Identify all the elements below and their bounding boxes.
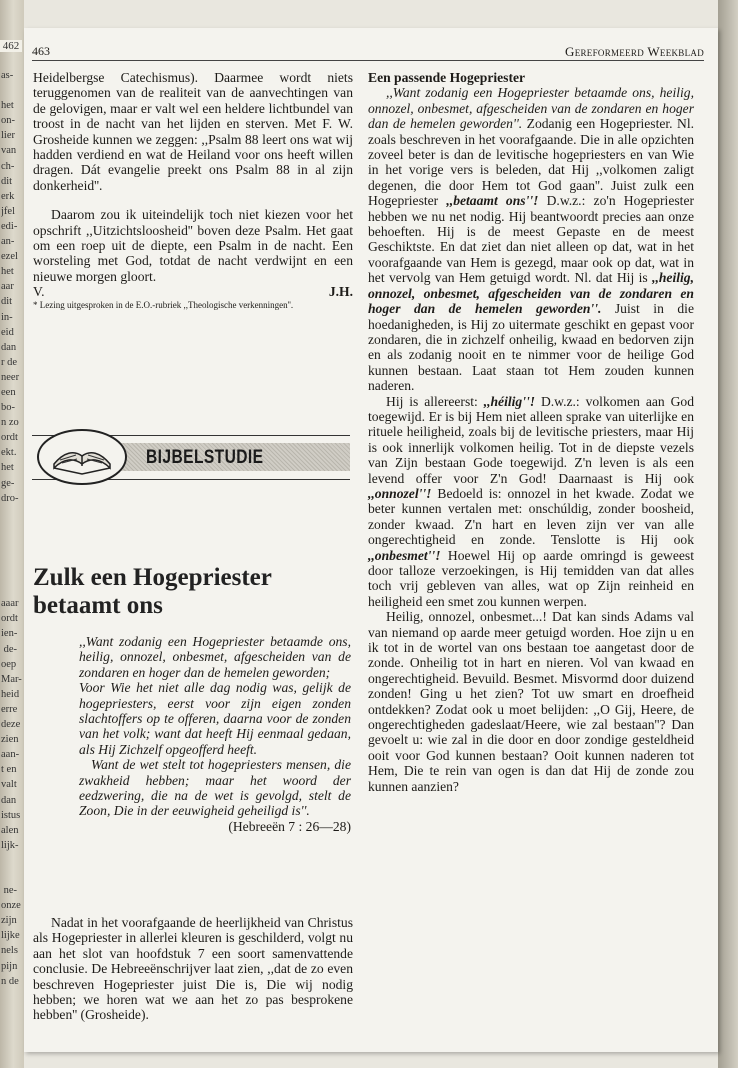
author-initials: J.H. <box>328 284 353 300</box>
paragraph: Nadat in het voorafgaande de heerlijkheid van Christus als Hogepriester in allerlei kleuren is geschilderd, volgt nu aan het slot van hoofdstuk 7 een soort samenvattende conclusie. De Hebreeënschrijver laat zien, ,,dat de zo even beschreven Hogepriester juist Die is, Die wij nodig hebben; we horen wat we aan het zo pas besprokene hebben'' (Grosheide). <box>33 915 353 1023</box>
quote-paragraph: Want de wet stelt tot hogepriesters mensen, die zwakheid hebben; maar het woord der eedzwering, die na de wet is gevolgd, stelt de Zoon, Die in der eeuwigheid geheiligd is''. <box>79 757 351 819</box>
binding-spine <box>0 0 24 1068</box>
section-banner <box>32 428 350 486</box>
signature-left: V. <box>33 284 45 300</box>
paragraph: Daarom zou ik uiteindelijk toch niet kiezen voor het opschrift ,,Uitzichtsloosheid'' boven deze Psalm. Het gaat om een roep uit de diepte, een Psalm in de nacht. Een worsteling met God, totdat de nacht verdwijnt en een nieuwe morgen gloort. <box>33 207 353 284</box>
page-edge <box>718 0 738 1068</box>
footnote: * Lezing uitgesproken in de E.O.-rubriek ,,Theologische verkenningen''. <box>33 299 294 310</box>
journal-title: Gereformeerd Weekblad <box>565 44 704 59</box>
page-header <box>32 42 704 61</box>
quote-paragraph: Voor Wie het niet alle dag nodig was, gelijk de hogepriesters, eerst voor zijn eigen zonden slachtoffers op te offeren, daarna voor de zonden van het volk; want dat heeft Hij eenmaal gedaan, als Hij Zichzelf opgeofferd heeft. <box>79 680 351 757</box>
signature-line <box>33 284 353 299</box>
paragraph: Hij is allereerst: ,,héilig''! D.w.z.: volkomen aan God toegewijd. Er is bij Hem niet alleen sprake van uiterlijke en rituele heiligheid, zoals bij de levitische priesters, maar Hij is ook innerlijk volkomen heilig. Tot in de diepste vezels van Zijn bestaan Gode toegewijd. Z'n leven is als een levend offer voor Z'n God! Daarnaast is Hij ook ,,onnozel''! Bedoeld is: onnozel in het kwade. Zodat we beter kunnen vertalen met: onschúldig, zonder boosheid, zonder kwaad. Z'n hart en leven zijn ver van alle ongerechtigheid en zonde. Tenslotte is Hij ook ,,onbesmet''! Hoewel Hij op aarde omringd is geweest door talloze verzoekingen, is Hij temidden van dat alles toch vrij gebleven van alles, wat op Zijn reinheid en heiligheid een smet zou kunnen werpen. <box>368 393 695 609</box>
previous-page-number: 462 <box>0 40 22 52</box>
article-title: Zulk een Hogepriester betaamt ons <box>33 564 272 619</box>
article-intro <box>33 915 353 1023</box>
quote-paragraph: ,,Want zodanig een Hogepriester betaamde ons, heilig, onnozel, onbesmet, afgescheiden van de zondaren en hoger dan de hemelen geworden; <box>79 634 351 680</box>
open-book-icon <box>34 428 130 486</box>
left-column-top <box>33 70 353 311</box>
subheading: Een passende Hogepriester <box>368 70 526 85</box>
section-label: BIJBELSTUDIE <box>146 447 264 468</box>
magazine-page <box>24 28 718 1052</box>
paragraph: Heilig, onnozel, onbesmet...! Dat kan sinds Adams val van niemand op aarde meer getuigd worden. Hoe zijn u en ik tot in de wortel van ons bestaan toe aangetast door de zonde. Onheilig tot in hart en nieren. Vol van kwaad en ongerechtigheid. Bevuild. Besmet. Misvormd door duizend zonden! Ging u het zien? Tot uw smart en droefheid ontdekken? Zodat ook u moet belijden: ,,O Gij, Heere, de ongerechtigheden gadeslaat/Heere, wie zal bestaan''? Dan gevoelt u: wie zal in die door en door zondige gesteldheid ooit voor God kunnen bestaan? Ooit kunnen naderen tot Hem, Die te rein van ogen is dan dat Hij de zonde zou kunnen aanzien? <box>368 609 694 794</box>
paragraph: ,,Want zodanig een Hogepriester betaamde ons, heilig, onnozel, onbesmet, afgescheiden van de zondaren en hoger dan de hemelen geworden''. Zodanig een Hogepriester. Nl. zoals beschreven in het voorafgaande. Die in alle opzichten zoveel beter is dan de levitische hogepriesters en van Wie in het vorige vers is beleden, dat Hij ,,volkomen zaligt degenen, die door Hem tot God gaan''. Juist zulk een Hogepriester ,,betaamt ons''! D.w.z.: zo'n Hogepriester hebben we nu net nodig. Hij beantwoordt precies aan onze behoeften. Hij is de meest Gepaste en de meest Geschiktste. En dat ziet dan niet alleen op dat, wat in het voorafgaande van Hem is gezegd, maar ook op dat, wat in het vervolg van Hem getuigd wordt. Nl. dat Hij is ,,heilig, onnozel, onbesmet, afgescheiden van de zondaren en hoger dan de hemelen geworden''. Juist in die hoedanigheden, is Hij zo uitermate geschikt en gepast voor zondaren, die in zichzelf onheilig, kwaad en bedorven zijn en als zodanig nooit en te nimmer voor de heilige God kunnen bestaan. Laat staan tot Hem zouden kunnen naderen. <box>368 85 694 394</box>
page-number: 463 <box>32 44 50 58</box>
paragraph: Heidelbergse Catechismus). Daarmee wordt niets teruggenomen van de realiteit van de aanvechtingen van de gelovigen, maar er valt wel een heldere lichtbundel van troost in de nacht van het lijden en sterven. Met F. W. Grosheide kunnen we zeggen: ,,Psalm 88 leert ons wat wij hadden verdiend en wat de Heiland voor ons heeft willen dragen. Dát evangelie preekt ons Psalm 88 in al zijn donkerheid''. <box>33 70 353 193</box>
previous-page-fragments: as- het on- lier van ch- dit erk jfel edi- an- ezel het aar dit in- eid dan r de neer een bo- n zo ordt ekt. het ge- dro- aaar ordt ien- de- oep Mar- heid erre deze zien aan- t en valt dan istus alen lijk- ne- onze zijn lijke nels pijn n de <box>1 70 22 987</box>
right-column <box>368 70 694 794</box>
scripture-quote <box>79 634 351 834</box>
scripture-reference: (Hebreeën 7 : 26—28) <box>228 818 351 834</box>
